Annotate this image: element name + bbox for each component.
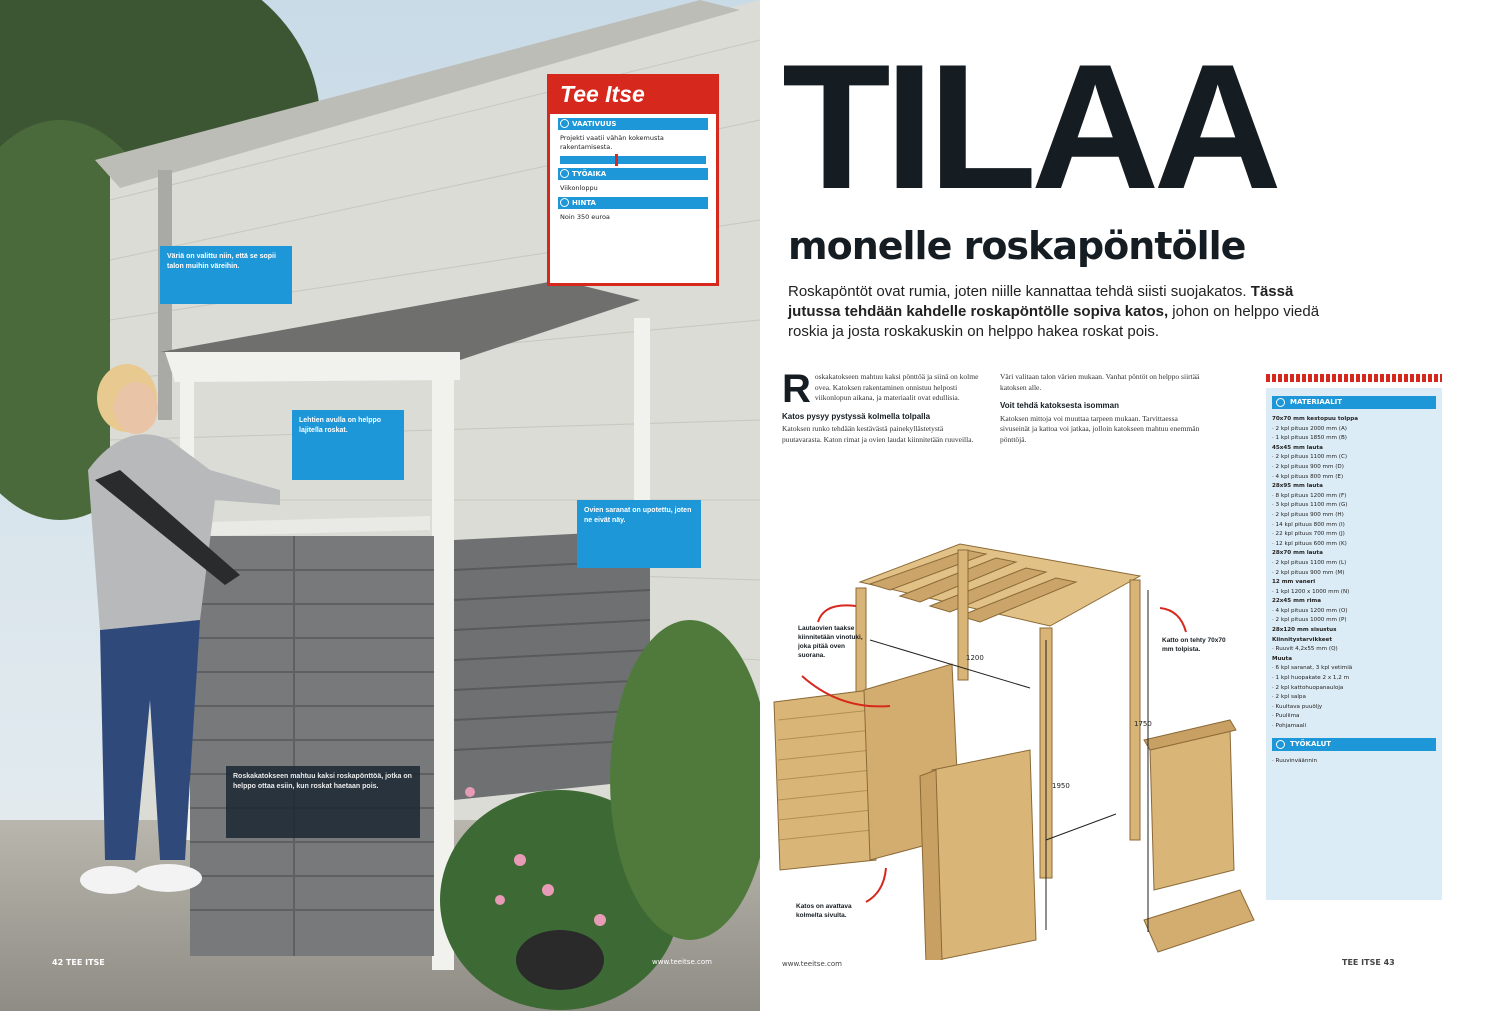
materials-header-label: MATERIAALIT bbox=[1290, 398, 1343, 406]
materials-header bbox=[1272, 396, 1436, 409]
materials-item: · 1 kpl pituus 1850 mm (B) bbox=[1272, 435, 1347, 442]
materials-item: · Pohjamaali bbox=[1272, 723, 1307, 729]
front-boards bbox=[190, 536, 434, 956]
sidebar-box bbox=[1266, 388, 1442, 900]
article-title: TILAA bbox=[782, 27, 1277, 226]
tools-item: · Ruuvinväännin bbox=[1272, 757, 1318, 764]
dim-1950: 1950 bbox=[1052, 782, 1070, 790]
materials-item: 28x120 mm sisustus bbox=[1272, 627, 1337, 634]
callout-sorting: Lehtien avulla on helppo lajitella roskat. bbox=[292, 410, 404, 480]
callout-color: Väriä on valittu niin, että se sopii talon muihin väreihin. bbox=[160, 246, 292, 304]
materials-item: · Puuliima bbox=[1272, 713, 1300, 720]
dropcap: R bbox=[782, 367, 811, 411]
materials-sidebar bbox=[1266, 374, 1442, 900]
col2-paragraph-2: Katoksen mittoja voi muuttaa tarpeen mukaan. Tarvittaessa sivuseinät ja kattoa voi jatkaa, jolloin katokseen mahtuu enemmän pönttöjä. bbox=[1000, 413, 1200, 444]
materials-list bbox=[1272, 415, 1436, 732]
materials-item: 28x95 mm lauta bbox=[1272, 483, 1323, 490]
page-url-right: www.teeitse.com bbox=[782, 960, 842, 968]
article-subtitle: monelle roskapöntölle bbox=[788, 224, 1246, 268]
materials-item: 28x70 mm lauta bbox=[1272, 550, 1323, 557]
difficulty-meter bbox=[560, 156, 706, 164]
col1-paragraph-2: Katoksen runko tehdään kestävästä painekyllästetystä puutavarasta. Katon rimat ja ovien laudat kiinnitetään ruuveilla. bbox=[782, 424, 974, 444]
materials-item: Muuta bbox=[1272, 655, 1292, 662]
tools-header-label: TYÖKALUT bbox=[1290, 739, 1332, 748]
materials-item: · 6 kpl saranat, 3 kpl vetimiä bbox=[1272, 665, 1353, 672]
article-lead bbox=[788, 282, 1348, 342]
sidebar-strip bbox=[1266, 374, 1442, 382]
euro-icon bbox=[560, 198, 569, 207]
note-brace: Lautaovien taakse kiinnitetään vinotuki, joka pitää oven suorana. bbox=[798, 625, 863, 659]
materials-item: · 2 kpl pituus 1000 mm (P) bbox=[1272, 617, 1347, 624]
materials-item: · 4 kpl pituus 1200 mm (O) bbox=[1272, 607, 1348, 614]
materials-item: · 2 kpl pituus 1100 mm (C) bbox=[1272, 454, 1348, 461]
difficulty-header bbox=[558, 118, 708, 130]
materials-item: · 4 kpl pituus 800 mm (E) bbox=[1272, 473, 1344, 480]
worktime-text: Viikonloppu bbox=[560, 184, 598, 192]
difficulty-marker bbox=[615, 154, 618, 166]
materials-item: · 2 kpl pituus 900 mm (H) bbox=[1272, 511, 1344, 518]
materials-item: 12 mm vaneri bbox=[1272, 579, 1316, 586]
side-panel bbox=[1150, 728, 1234, 890]
materials-item: · 2 kpl pituus 900 mm (D) bbox=[1272, 463, 1344, 470]
door-front bbox=[932, 750, 1036, 960]
price-header bbox=[558, 197, 708, 209]
body-column-1 bbox=[782, 367, 982, 445]
worktime-header bbox=[558, 168, 708, 180]
materials-item: · 3 kpl pituus 1100 mm (G) bbox=[1272, 502, 1348, 509]
col1-subheading: Katos pysyy pystyssä kolmella tolpalla bbox=[782, 411, 931, 421]
materials-item: · 22 kpl pituus 700 mm (J) bbox=[1272, 531, 1345, 538]
base-box bbox=[1144, 890, 1254, 952]
right-page-article bbox=[760, 0, 1500, 1011]
difficulty-text: Projekti vaatii vähän kokemusta rakentamisesta. bbox=[560, 134, 664, 151]
materials-item: · Ruuvit 4,2x55 mm (Q) bbox=[1272, 646, 1338, 653]
materials-item: · 1 kpl huopakate 2 x 1,2 m bbox=[1272, 675, 1350, 682]
materials-item: · 2 kpl salpa bbox=[1272, 694, 1306, 701]
col1-paragraph-1: oskakatokseen mahtuu kaksi pönttöä ja siinä on kolme ovea. Katoksen rakentaminen onnistuu helposti viikonlopun aikana, ja materiaalit ovat edullisia. bbox=[814, 372, 979, 402]
callout-capacity: Roskakatokseen mahtuu kaksi roskapönttöä, jotka on helppo ottaa esiin, kun roskat haetaan pois. bbox=[226, 766, 420, 838]
tool-icon bbox=[1276, 740, 1285, 749]
materials-item: 45x45 mm lauta bbox=[1272, 444, 1323, 451]
materials-item: · 8 kpl pituus 1200 mm (F) bbox=[1272, 492, 1347, 499]
tools-list bbox=[1272, 757, 1436, 767]
materials-item: · 1 kpl 1200 x 1000 mm (N) bbox=[1272, 588, 1350, 595]
materials-item: 70x70 mm kestopuu tolppa bbox=[1272, 416, 1359, 422]
materials-item: · Kuultava puuöljy bbox=[1272, 703, 1323, 710]
wrench-icon bbox=[560, 119, 569, 128]
materials-item: · 12 kpl pituus 600 mm (K) bbox=[1272, 540, 1347, 547]
tee-itse-infobox bbox=[547, 74, 719, 286]
materials-item: · 2 kpl pituus 900 mm (M) bbox=[1272, 569, 1345, 576]
note-open: Katos on avattava kolmelta sivulta. bbox=[796, 903, 852, 919]
price-label: HINTA bbox=[572, 199, 596, 207]
materials-item: Kiinnitystarvikkeet bbox=[1272, 636, 1333, 643]
roof-fascia bbox=[165, 352, 460, 382]
materials-item: 22x45 mm rima bbox=[1272, 598, 1322, 605]
dim-1750: 1750 bbox=[1134, 720, 1152, 728]
clock-icon bbox=[560, 169, 569, 178]
note-roof: Katto on tehty 70x70 mm tolpista. bbox=[1162, 637, 1226, 653]
list-icon bbox=[1276, 398, 1285, 407]
col2-paragraph-1: Väri valitaan talon värien mukaan. Vanhat pöntöt on helppo siirtää katoksen alle. bbox=[1000, 372, 1200, 392]
price-text: Noin 350 euroa bbox=[560, 213, 610, 221]
post-d bbox=[1130, 580, 1140, 840]
dim-1200: 1200 bbox=[966, 654, 984, 662]
materials-item: · 2 kpl pituus 1100 mm (L) bbox=[1272, 559, 1347, 566]
page-folio-right: TEE ITSE 43 bbox=[1342, 958, 1395, 967]
tee-itse-title: Tee Itse bbox=[550, 77, 716, 114]
tools-header bbox=[1272, 738, 1436, 751]
difficulty-label: VAATIVUUS bbox=[572, 120, 617, 128]
lead-plain: Roskapöntöt ovat rumia, joten niille kannattaa tehdä siisti suojakatos. bbox=[788, 283, 1251, 300]
door-left bbox=[774, 690, 876, 870]
construction-diagram bbox=[760, 540, 1260, 960]
materials-item: · 2 kpl pituus 2000 mm (A) bbox=[1272, 425, 1347, 432]
callout-hinges: Ovien saranat on upotettu, joten ne eivät näy. bbox=[577, 500, 701, 568]
lead-bold: Tässä jutussa tehdään kahdelle roskapöntölle sopiva katos, bbox=[788, 283, 1294, 320]
page-url-left: www.teeitse.com bbox=[652, 958, 712, 966]
materials-item: · 2 kpl kattohuopanauloja bbox=[1272, 684, 1344, 691]
body-column-2 bbox=[1000, 372, 1200, 445]
materials-item: · 14 kpl pituus 800 mm (I) bbox=[1272, 521, 1345, 528]
worktime-label: TYÖAIKA bbox=[572, 170, 607, 178]
lead-end: johon on helppo viedä roskia ja josta roskakuskin on helppo hakea roskat pois. bbox=[788, 303, 1320, 340]
page-folio-left: 42 TEE ITSE bbox=[52, 958, 105, 967]
col2-subheading: Voit tehdä katoksesta isomman bbox=[1000, 401, 1119, 410]
